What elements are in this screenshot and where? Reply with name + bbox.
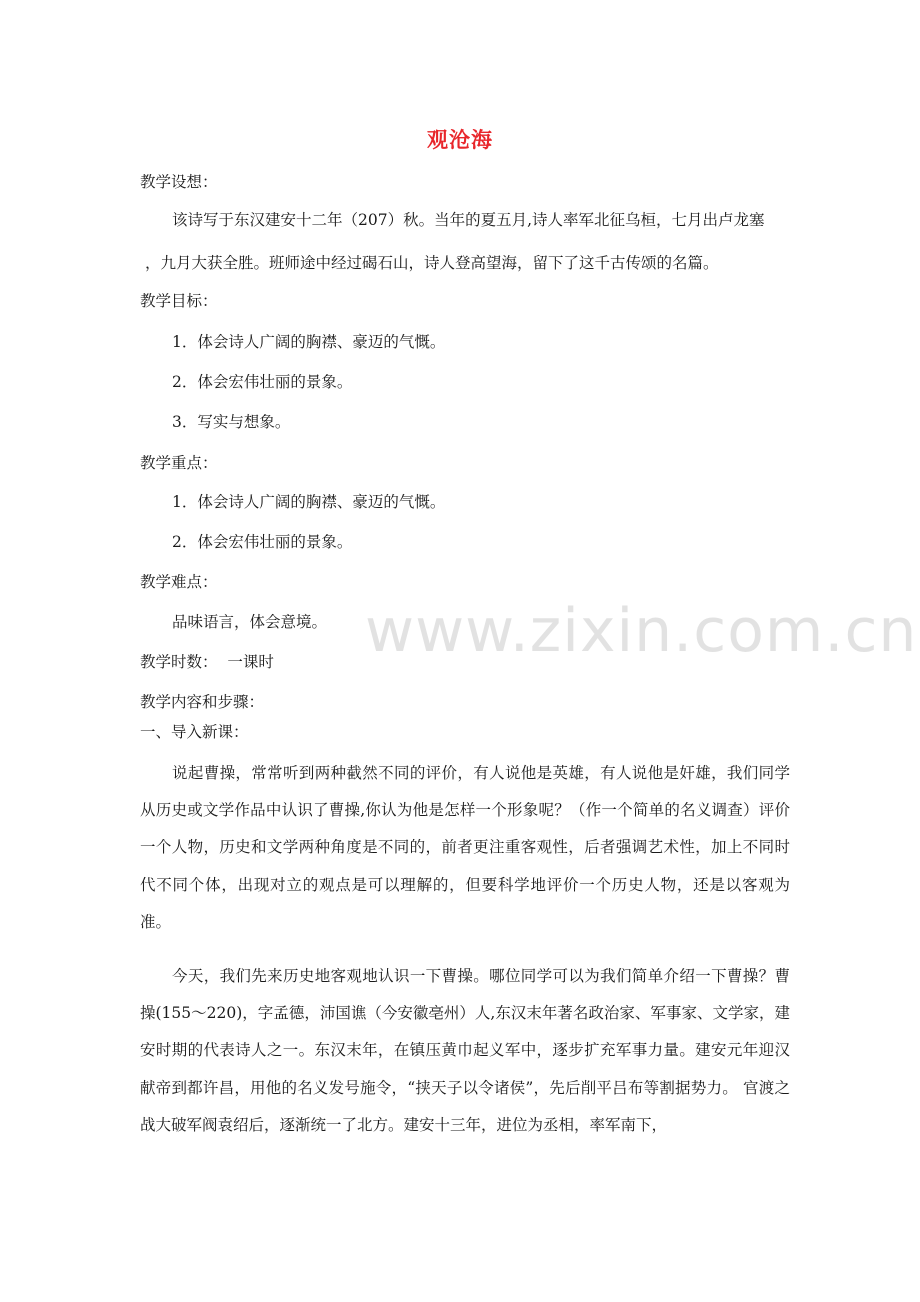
goal-item: 1．体会诗人广阔的胸襟、豪迈的气慨。 — [172, 333, 446, 351]
watermark: www.zixin.com.cn — [365, 596, 918, 666]
teaching-hours: 教学时数： 一课时 — [140, 653, 274, 671]
design-text-line-1: 该诗写于东汉建安十二年（207）秋。当年的夏五月,诗人率军北征乌桓，七月出卢龙塞 — [172, 211, 765, 229]
focus-item: 2．体会宏伟壮丽的景象。 — [172, 533, 353, 551]
goal-item: 3．写实与想象。 — [172, 413, 291, 431]
focus-item: 1．体会诗人广阔的胸襟、豪迈的气慨。 — [172, 493, 446, 511]
goals-heading: 教学目标： — [140, 292, 218, 310]
document-title: 观沧海 — [427, 127, 493, 152]
design-heading: 教学设想： — [140, 173, 218, 191]
focus-heading: 教学重点： — [140, 454, 218, 472]
steps-heading: 教学内容和步骤： — [140, 693, 265, 711]
intro-paragraph-2: 今天，我们先来历史地客观地认识一下曹操。哪位同学可以为我们简单介绍一下曹操？曹操(155～220)，字孟德，沛国谯（今安徽亳州）人,东汉末年著名政治家、军事家、文学家，建安时期的代表诗人之一。东汉末年，在镇压黄巾起义军中，逐步扩充军事力量。建安元年迎汉献帝到都许昌，用他的名义发号施令，“挟天子以令诸侯”，先后削平吕布等割据势力。 官渡之战大破军阀袁绍后，逐渐统一了北方。建安十三年，进位为丞相，率军南下， — [140, 967, 790, 1134]
intro-paragraph-1: 说起曹操，常常听到两种截然不同的评价，有人说他是英雄，有人说他是奸雄，我们同学从历史或文学作品中认识了曹操,你认为他是怎样一个形象呢？（作一个简单的名义调查）评价一个人物，历史和文学两种角度是不同的，前者更注重客观性，后者强调艺术性，加上不同时代不同个体，出现对立的观点是可以理解的，但要科学地评价一个历史人物，还是以客观为准。 — [140, 764, 790, 931]
goal-item: 2．体会宏伟壮丽的景象。 — [172, 373, 353, 391]
step1-heading: 一、导入新课： — [140, 723, 249, 741]
difficulty-heading: 教学难点： — [140, 573, 218, 591]
design-text-line-2: ，九月大获全胜。班师途中经过碣石山，诗人登高望海，留下了这千古传颂的名篇。 — [145, 254, 719, 272]
difficulty-text: 品味语言，体会意境。 — [172, 613, 328, 631]
